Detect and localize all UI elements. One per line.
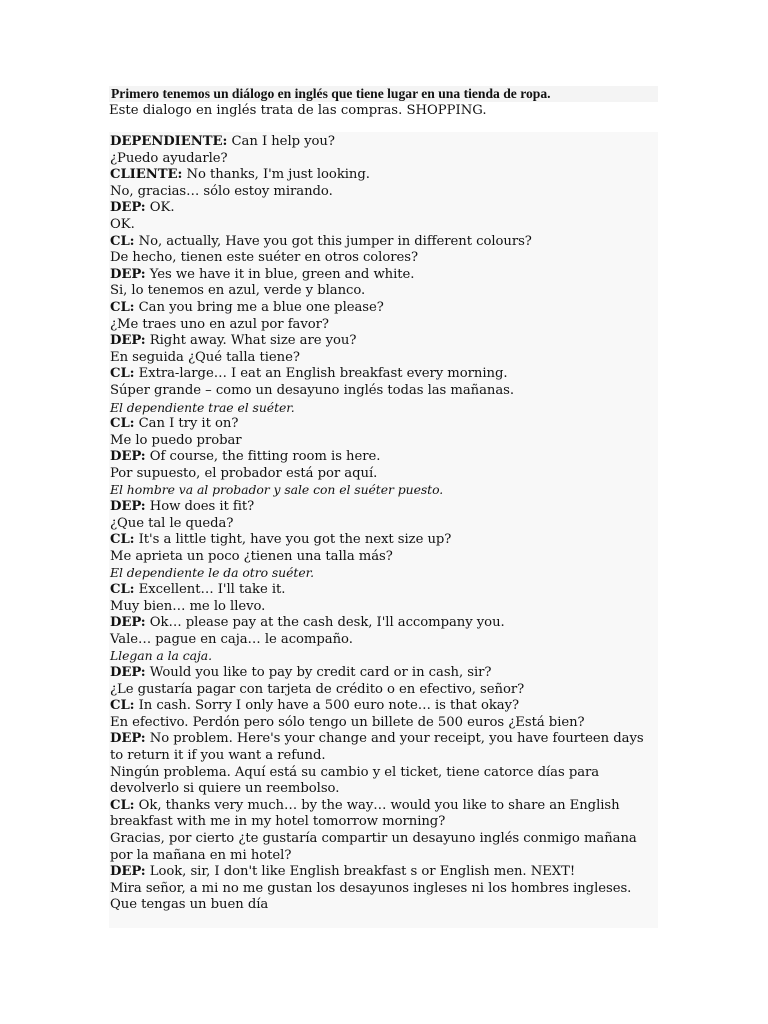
speaker-label: DEP: [110,200,146,216]
dialogue-line [110,267,656,284]
line-text: No, actually, Have you got this jumper in different colours? [134,233,532,249]
line-text: Vale… pague en caja… le acompaño. [110,631,353,647]
dialogue-line [110,234,656,251]
translation-line [110,283,656,300]
dialogue-line [110,582,656,599]
line-text: How does it fit? [145,499,255,515]
speaker-label: DEP: [110,864,146,880]
speaker-label: CL: [110,797,135,813]
translation-line [110,250,656,267]
line-text: ¿Me traes uno en azul por favor? [110,316,329,332]
translation-line [110,151,656,168]
line-text: Right away. What size are you? [145,333,357,349]
dialogue-line [110,449,656,466]
speaker-label: DEPENDIENTE: [110,134,228,149]
line-text: Excellent… I'll take it. [134,582,286,598]
translation-line [110,350,656,367]
line-text: Of course, the fitting room is here. [145,449,381,465]
line-text: OK. [145,200,175,216]
document-page [109,86,658,928]
line-text: Muy bien… me lo llevo. [110,598,266,614]
line-text: El dependiente le da otro suéter. [110,565,314,581]
line-text: Gracias, por cierto ¿te gustaría compartir un desayuno inglés conmigo mañana por la mañana en mi hotel? [110,830,637,863]
line-text: Would you like to pay by credit card or in cash, sir? [145,665,492,680]
translation-line [110,632,656,649]
speaker-label: DEP: [110,665,146,680]
stage-direction [110,482,656,499]
dialogue-line [110,499,656,516]
line-text: ¿Le gustaría pagar con tarjeta de crédito o en efectivo, señor? [110,681,525,697]
speaker-label: DEP: [110,266,146,282]
speaker-label: DEP: [110,615,146,631]
speaker-label: CL: [110,532,135,548]
stage-direction [110,400,656,417]
line-text: Mira señor, a mi no me gustan los desayunos ingleses ni los hombres ingleses. [110,880,632,896]
line-text: Ok… please pay at the cash desk, I'll accompany you. [145,615,505,631]
line-text: It's a little tight, have you got the next size up? [134,532,452,548]
line-text: Can I help you? [227,134,335,149]
translation-line [110,184,656,201]
speaker-label: DEP: [110,449,146,465]
dialogue-line [110,798,656,831]
line-text: De hecho, tienen este suéter en otros colores? [110,250,418,266]
dialogue-line [110,167,656,184]
dialogue-line [110,134,656,151]
line-text: Look, sir, I don't like English breakfast s or English men. NEXT! [145,864,576,880]
dialogue-line [110,333,656,350]
line-text: Can I try it on? [134,416,239,432]
line-text: ¿Que tal le queda? [110,515,234,531]
dialogue-line [110,532,656,549]
line-text: Llegan a la caja. [110,648,213,664]
line-text: OK. [110,216,135,232]
dialogue-line [110,665,656,682]
translation-line [110,217,656,234]
translation-line [110,383,656,400]
line-text: ¿Puedo ayudarle? [110,150,228,166]
line-text: No thanks, I'm just looking. [182,167,370,183]
line-text: En efectivo. Perdón pero sólo tengo un billete de 500 euros ¿Está bien? [110,714,585,730]
line-text: Por supuesto, el probador está por aquí. [110,465,378,481]
speaker-label: CL: [110,416,135,432]
speaker-label: DEP: [110,333,146,349]
line-text: Ok, thanks very much… by the way… would you like to share an English breakfast with me in my hotel tomorrow morning? [110,797,620,830]
line-text: Me aprieta un poco ¿tienen una talla más? [110,548,393,564]
translation-line [110,549,656,566]
line-text: No problem. Here's your change and your receipt, you have fourteen days to return it if you want a refund. [110,731,644,763]
translation-line [110,765,656,798]
translation-line [110,682,656,699]
speaker-label: DEP: [110,731,146,747]
line-text: El dependiente trae el suéter. [110,399,295,415]
translation-line [110,881,656,898]
line-text: Extra-large… I eat an English breakfast every morning. [134,366,508,382]
line-text: El hombre va al probador y sale con el suéter puesto. [110,482,444,498]
speaker-label: CL: [110,366,135,382]
line-text: Can you bring me a blue one please? [134,299,384,315]
line-text: Que tengas un buen día [110,897,269,913]
line-text: No, gracias… sólo estoy mirando. [110,183,333,199]
dialogue-line [110,731,656,764]
line-text: Si, lo tenemos en azul, verde y blanco. [110,283,366,299]
translation-line [110,433,656,450]
speaker-label: DEP: [110,499,146,515]
translation-line [110,715,656,732]
dialogue-line [110,698,656,715]
dialogue-line [110,615,656,632]
speaker-label: CL: [110,233,135,249]
translation-line [110,599,656,616]
line-text: Yes we have it in blue, green and white. [145,266,415,282]
speaker-label: CL: [110,582,135,598]
dialogue-line [110,416,656,433]
dialogue-line [110,200,656,217]
translation-line [110,897,656,914]
speaker-label: CL: [110,299,135,315]
document-heading: Primero tenemos un diálogo en inglés que tiene lugar en una tienda de ropa. [109,86,658,102]
line-text: En seguida ¿Qué talla tiene? [110,349,300,365]
translation-line [110,317,656,334]
translation-line [110,516,656,533]
dialogue-line [110,366,656,383]
intro-paragraph: Este dialogo en inglés trata de las compras. SHOPPING. [109,103,487,118]
line-text: Súper grande – como un desayuno inglés todas las mañanas. [110,382,515,398]
translation-line [110,831,656,864]
dialogue-line [110,300,656,317]
translation-line [110,466,656,483]
line-text: Ningún problema. Aquí está su cambio y el ticket, tiene catorce días para devolverlo si quiere un reembolso. [110,764,600,797]
line-text: Me lo puedo probar [110,432,242,448]
speaker-label: CL: [110,698,135,714]
stage-direction [110,648,656,665]
speaker-label: CLIENTE: [110,167,183,183]
dialogue-line [110,864,656,881]
dialogue-block [109,132,658,928]
stage-direction [110,565,656,582]
line-text: In cash. Sorry I only have a 500 euro note… is that okay? [134,698,520,714]
